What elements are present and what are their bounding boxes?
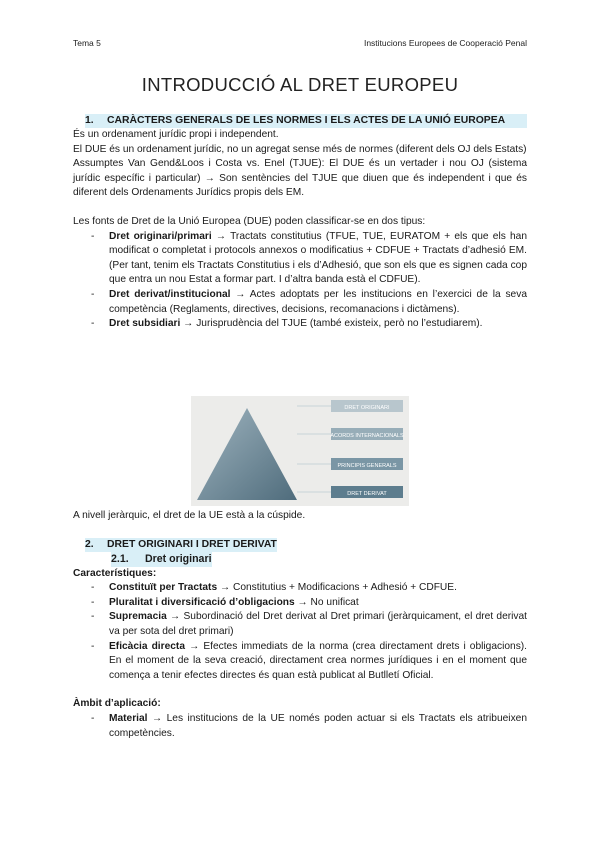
figure-caption-paragraph bbox=[73, 509, 527, 524]
features-label: Característiques: bbox=[73, 567, 157, 579]
list-item-text: → Actes adoptats per les institucions en l’exercici de la seva competència (Reglaments, directives, decisions, recomanacions i dictàmens). bbox=[109, 288, 527, 315]
subsection-title: Dret originari bbox=[145, 553, 212, 565]
list-item-term: Dret subsidiari bbox=[109, 318, 181, 330]
list-item-term: Pluralitat i diversificació d’obligacions bbox=[109, 596, 295, 608]
header-left: Tema 5 bbox=[73, 38, 101, 48]
list-item: - Pluralitat i diversificació d’obligacions → No unificat bbox=[91, 596, 359, 608]
list-item-text: → Les institucions de la UE només poden actuar si els Tractats els atribueixen competències. bbox=[109, 712, 527, 739]
section-1-title: CARÀCTERS GENERALS DE LES NORMES I ELS ACTES DE LA UNIÓ EUROPEA bbox=[107, 114, 527, 128]
list-item-term: Dret originari/primari bbox=[109, 230, 212, 242]
section-2-heading bbox=[73, 538, 527, 552]
list-item: - Material → Les institucions de la UE només poden actuar si els Tractats els atribueixen competències. bbox=[91, 712, 527, 739]
paragraph: El DUE és un ordenament jurídic, no un agregat sense més de normes (diferent dels OJ dels Estats) bbox=[73, 143, 527, 155]
paragraph: Assumptes Van Gend&Loos i Costa vs. Enel (TJUE): El DUE és un vertader i nou OJ (sistema jurídic específic i particular) → Son sentències del TJUE que diuen que és independent i que és diferent dels Ordenaments Jurídics propis dels EM. bbox=[73, 158, 527, 199]
paragraph: Les fonts de Dret de la Unió Europea (DUE) poden classificar-se en dos tipus: bbox=[73, 215, 426, 227]
list-item-text: → Tractats constitutius (TFUE, TUE, EURATOM + els que els han modificat o completat i protocols annexos o modificatius + CDFUE + Tractats d’adhesió EM. (Per tant, tenim els Tractats Constitutius i els d’Adhesió, que son els que es signen cada cop que entra un nou Estat a formar part. I d’altra banda està el CDFUE). bbox=[109, 230, 527, 286]
list-item-term: Dret derivat/institucional bbox=[109, 288, 231, 300]
page-title: INTRODUCCIÓ AL DRET EUROPEU bbox=[141, 74, 459, 95]
section-1-number: 1. bbox=[85, 114, 107, 128]
pyramid-label: DRET ORIGINARI bbox=[344, 405, 390, 411]
subsection-2-1-heading bbox=[73, 552, 527, 567]
list-item-term: Constituït per Tractats bbox=[109, 582, 218, 594]
list-item-term: Supremacia bbox=[109, 611, 167, 623]
pyramid-shape bbox=[197, 408, 297, 500]
section-2-number: 2. bbox=[85, 538, 107, 552]
paragraph: És un ordenament jurídic propi i independent. bbox=[73, 129, 279, 140]
pyramid-label: ACORDS INTERNACIONALS bbox=[330, 433, 404, 439]
pyramid-label: DRET DERIVAT bbox=[347, 491, 387, 497]
list-item: - Dret subsidiari → Jurisprudència del TJUE (també existeix, però no l’estudiarem). bbox=[91, 318, 483, 330]
list-item: - Constituït per Tractats → Constitutius + Modificacions + Adhesió + CDFUE. bbox=[91, 582, 457, 594]
list-item-text: → Subordinació del Dret derivat al Dret primari (jeràrquicament, el dret derivat va per sota del dret primari) bbox=[109, 611, 527, 637]
list-item-text: → No unificat bbox=[294, 596, 359, 608]
list-item: - Supremacia → Subordinació del Dret derivat al Dret primari (jeràrquicament, el dret derivat va per sota del dret primari) bbox=[91, 611, 527, 637]
list-item-term: Eficàcia directa bbox=[109, 640, 185, 652]
list-item-text: → Efectes immediats de la norma (crea directament drets i obligacions). En el moment de la seva creació, directament crea normes jurídiques i en el moment que comença a tenir efectes directes és quan està publicat al Butlletí Oficial. bbox=[109, 640, 528, 681]
section-1-heading bbox=[73, 114, 527, 128]
section-2 bbox=[73, 538, 527, 741]
pyramid-label: PRINCIPIS GENERALS bbox=[337, 463, 397, 469]
pyramid-figure bbox=[191, 396, 409, 506]
scope-label: Àmbit d’aplicació: bbox=[73, 698, 161, 710]
list-item: - Dret originari/primari → Tractats constitutius (TFUE, TUE, EURATOM + els que els han modificat o completat i protocols annexos o modificatius + CDFUE + Tractats d’adhesió EM. (Per tant, tenim els Tractats Constitutius i els d’Adhesió, que son els que es signen cada cop que entra un nou Estat a formar part. I d’altra banda està el CDFUE). bbox=[91, 230, 527, 286]
section-2-title: DRET ORIGINARI I DRET DERIVAT bbox=[107, 539, 277, 550]
paragraph: A nivell jeràrquic, el dret de la UE està a la cúspide. bbox=[73, 510, 306, 521]
subsection-number: 2.1. bbox=[111, 552, 145, 567]
list-item: - Dret derivat/institucional → Actes adoptats per les institucions en l’exercici de la seva competència (Reglaments, directives, decisions, recomanacions i dictàmens). bbox=[91, 288, 527, 315]
section-1 bbox=[73, 114, 527, 332]
pyramid-graphic bbox=[191, 396, 409, 506]
list-item-text: → Constitutius + Modificacions + Adhesió + CDFUE. bbox=[217, 582, 457, 594]
header-right: Institucions Europees de Cooperació Penal bbox=[363, 38, 527, 48]
list-item-text: → Jurisprudència del TJUE (també existeix, però no l’estudiarem). bbox=[180, 318, 483, 330]
list-item: - Eficàcia directa → Efectes immediats de la norma (crea directament drets i obligacions). En el moment de la seva creació, directament crea normes jurídiques i en el moment que comença a tenir efectes directes és quan està publicat al Butlletí Oficial. bbox=[91, 640, 528, 681]
list-item-term: Material bbox=[109, 712, 148, 724]
